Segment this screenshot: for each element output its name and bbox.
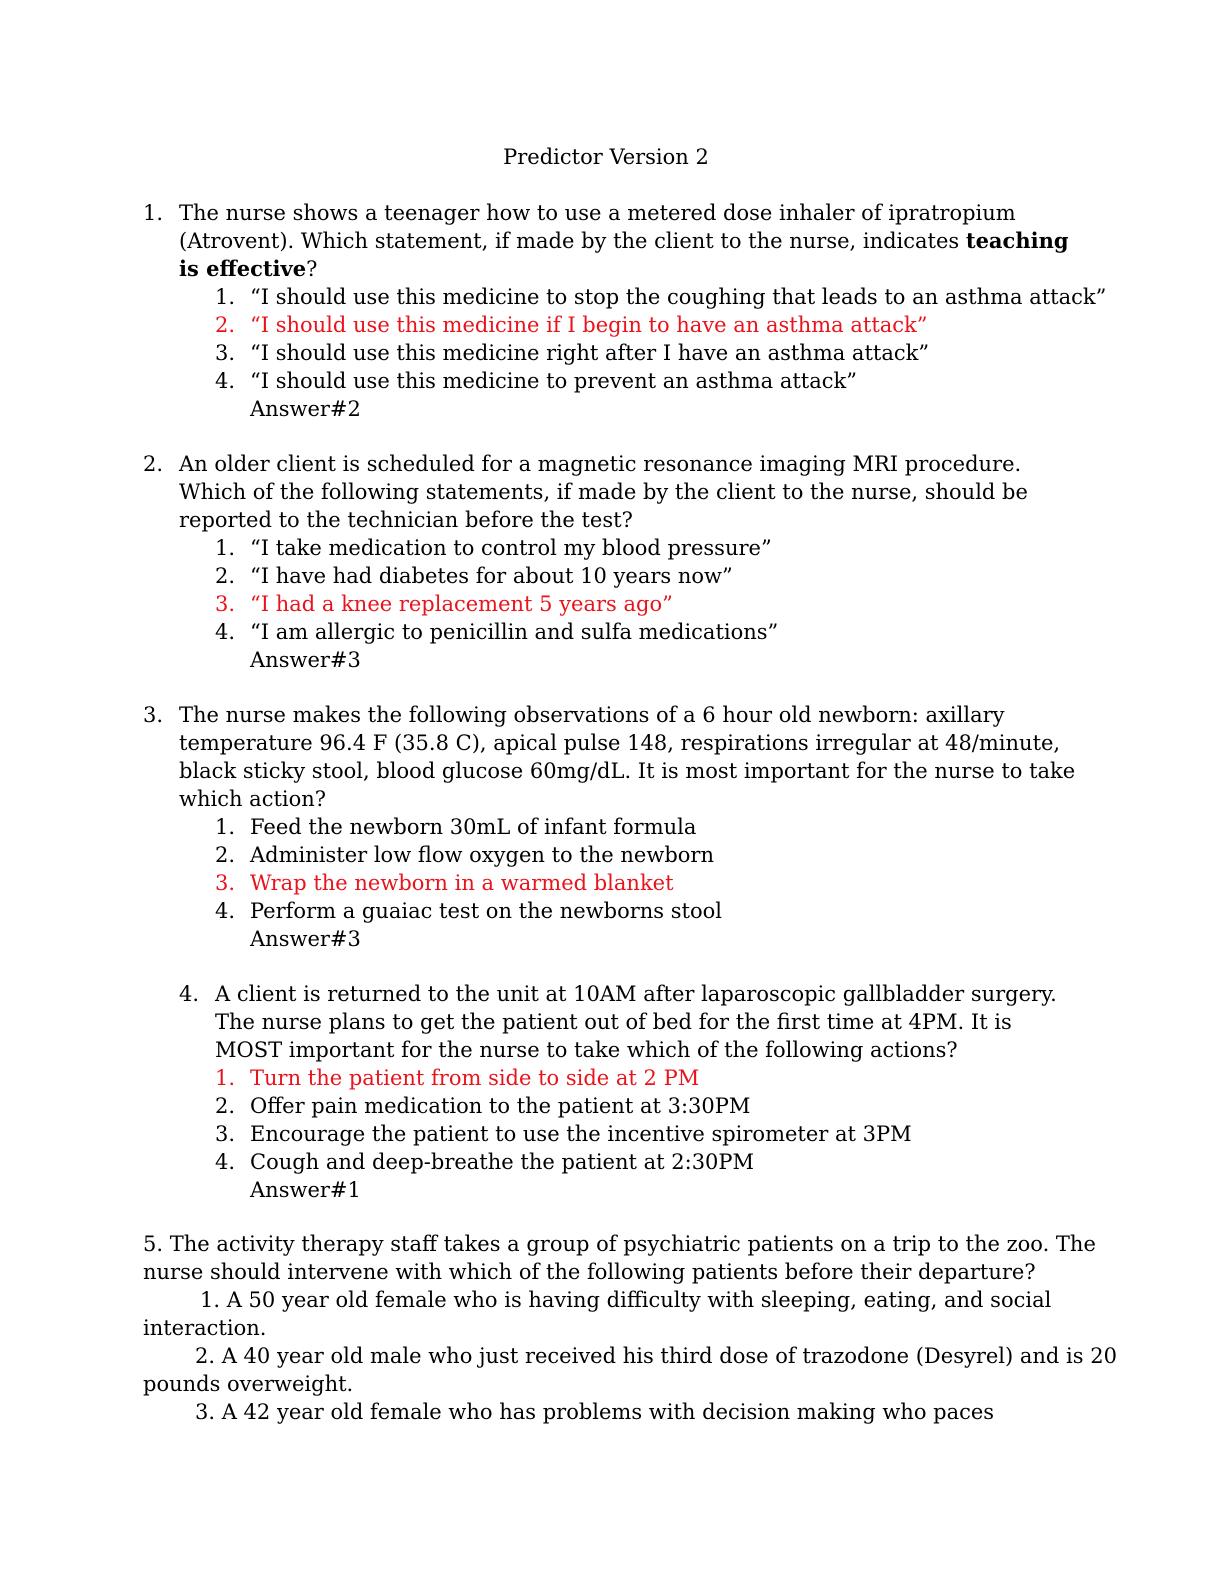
question-text-line: 5. The activity therapy staff takes a group of psychiatric patients on a trip to the zoo. The	[143, 1232, 1096, 1256]
question-text: An older client is scheduled for a magnetic resonance imaging MRI procedure. Which of the following statements, if made by the client to the nurse, should be reported to the technician before the test?	[179, 452, 1028, 532]
option-1: 1. “I should use this medicine to stop the coughing that leads to an asthma attack”	[215, 285, 1107, 309]
option-3-correct: 3. Wrap the newborn in a warmed blanket	[215, 871, 674, 895]
question-number: 4.	[179, 982, 200, 1006]
question-number: 3.	[143, 703, 164, 727]
option-1: 1. “I take medication to control my blood pressure”	[215, 536, 772, 560]
answer-key: Answer#2	[250, 397, 361, 421]
question-emphasis: teaching is effective	[179, 228, 1069, 281]
option-1-continuation: interaction.	[143, 1316, 267, 1340]
option-list	[215, 813, 1083, 925]
question-text: The nurse shows a teenager how to use a metered dose inhaler of ipratropium (Atrovent). Which statement, if made by the client to the nurse, indicates teaching is effective?	[179, 201, 1069, 281]
option-4: 4. Cough and deep-breathe the patient at 2:30PM	[215, 1150, 755, 1174]
option-1: 1. Feed the newborn 30mL of infant formula	[215, 815, 697, 839]
answer-key: Answer#3	[250, 927, 361, 951]
question-text: A client is returned to the unit at 10AM after laparoscopic gallbladder surgery. The nurse plans to get the patient out of bed for the first time at 4PM. It is MOST important for the nurse to take which of the following actions?	[215, 982, 1057, 1062]
question-number: 2.	[143, 452, 164, 476]
option-2-continuation: pounds overweight.	[143, 1372, 354, 1396]
question-text: The nurse makes the following observations of a 6 hour old newborn: axillary temperature 96.4 F (35.8 C), apical pulse 148, respirations irregular at 48/minute, black sticky stool, blood glucose 60mg/dL. It is most important for the nurse to take which action?	[179, 703, 1076, 811]
question-3	[143, 701, 1083, 953]
question-1	[143, 199, 1107, 423]
option-2: 2. Offer pain medication to the patient at 3:30PM	[215, 1094, 751, 1118]
question-4	[179, 980, 1083, 1204]
option-list	[215, 1064, 1083, 1176]
option-2: 2. “I have had diabetes for about 10 years now”	[215, 564, 733, 588]
page-title: Predictor Version 2	[503, 145, 709, 169]
option-list	[215, 534, 1083, 646]
answer-key: Answer#1	[250, 1178, 361, 1202]
option-1-correct: 1. Turn the patient from side to side at 2 PM	[215, 1066, 700, 1090]
option-3: 3. Encourage the patient to use the incentive spirometer at 3PM	[215, 1122, 912, 1146]
option-4: 4. “I am allergic to penicillin and sulfa medications”	[215, 620, 779, 644]
answer-key: Answer#3	[250, 648, 361, 672]
option-4: 4. Perform a guaiac test on the newborns stool	[215, 899, 722, 923]
option-3-line: 3. A 42 year old female who has problems with decision making who paces	[195, 1400, 995, 1424]
option-list	[215, 283, 1107, 395]
option-2-correct: 2. “I should use this medicine if I begin to have an asthma attack”	[215, 313, 928, 337]
question-5	[143, 1230, 1117, 1426]
option-3: 3. “I should use this medicine right after I have an asthma attack”	[215, 341, 930, 365]
question-number: 1.	[143, 201, 164, 225]
option-2-line: 2. A 40 year old male who just received his third dose of trazodone (Desyrel) and is 20	[195, 1344, 1117, 1368]
option-3-correct: 3. “I had a knee replacement 5 years ago”	[215, 592, 673, 616]
question-text-line: nurse should intervene with which of the following patients before their departure?	[143, 1260, 1036, 1284]
question-2	[143, 450, 1083, 674]
option-1-line: 1. A 50 year old female who is having difficulty with sleeping, eating, and social	[200, 1288, 1052, 1312]
option-2: 2. Administer low flow oxygen to the newborn	[215, 843, 714, 867]
option-4: 4. “I should use this medicine to prevent an asthma attack”	[215, 369, 857, 393]
